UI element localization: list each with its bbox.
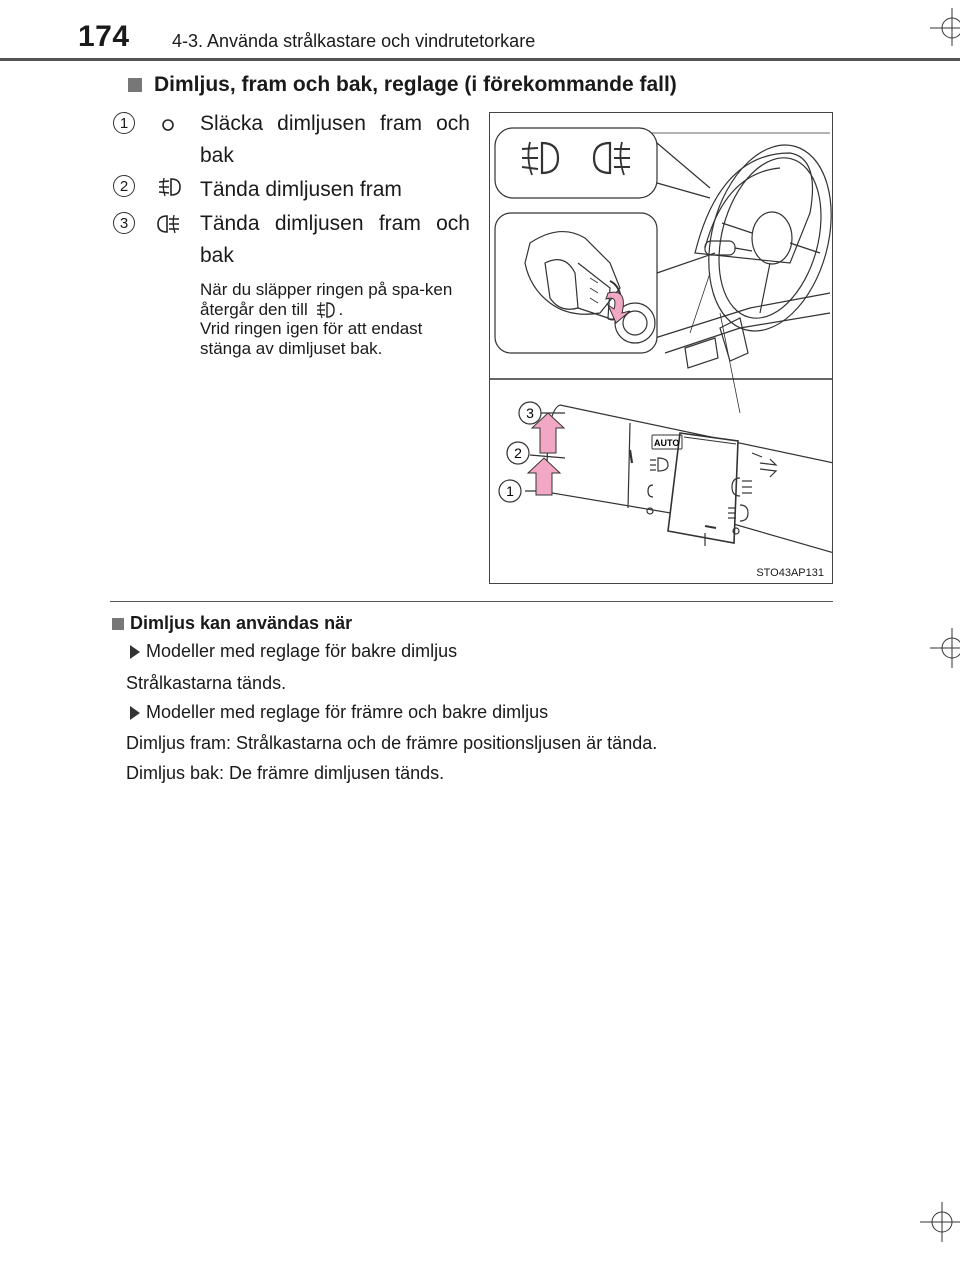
svg-text:3: 3 bbox=[526, 405, 534, 421]
section-title-text: Dimljus, fram och bak, reglage (i förekommande fall) bbox=[154, 73, 677, 96]
svg-text:1: 1 bbox=[506, 483, 514, 499]
step-number-3: 3 bbox=[113, 212, 135, 234]
running-head: 4-3. Använda strålkastare och vindrutetorkare bbox=[172, 31, 536, 51]
model-heading-2 bbox=[130, 702, 548, 723]
crop-mark-mid-right bbox=[930, 628, 960, 668]
figure-callout-1 bbox=[499, 480, 521, 502]
step-number-1: 1 bbox=[113, 112, 135, 134]
section-title bbox=[128, 73, 677, 97]
figure-callout-2 bbox=[507, 442, 529, 464]
fog-off-symbol-icon bbox=[160, 117, 176, 133]
body-text-3: Dimljus bak: De främre dimljusen tänds. bbox=[126, 763, 445, 783]
header-rule bbox=[0, 58, 960, 61]
model-heading-2-text: Modeller med reglage för främre och bakre dimljus bbox=[146, 702, 549, 722]
step-text-1: Släcka dimljusen fram och bak bbox=[200, 112, 470, 167]
step-number-2: 2 bbox=[113, 175, 135, 197]
illustration-drawing bbox=[490, 113, 833, 584]
crop-mark-bottom-right bbox=[920, 1202, 960, 1263]
note-text-1: När du släpper ringen på spa-ken återgår den till bbox=[200, 280, 453, 319]
triangle-bullet-icon bbox=[130, 645, 140, 659]
square-bullet-icon bbox=[112, 618, 124, 630]
rear-fog-light-icon bbox=[156, 213, 182, 235]
model-heading-1 bbox=[130, 641, 457, 662]
note-text-2: . bbox=[338, 299, 344, 319]
step-text-3: Tända dimljusen fram och bak bbox=[200, 212, 470, 267]
svg-text:2: 2 bbox=[514, 445, 522, 461]
figure-code: STO43AP131 bbox=[756, 567, 824, 579]
step-text-2: Tända dimljusen fram bbox=[200, 178, 402, 201]
front-fog-light-icon bbox=[156, 176, 182, 198]
crop-mark-top-right bbox=[930, 6, 960, 46]
square-bullet-icon bbox=[128, 78, 142, 92]
subsection-title bbox=[112, 613, 352, 634]
auto-label: AUTO bbox=[654, 438, 680, 448]
note-text-3: Vrid ringen igen för att endast stänga av dimljuset bak. bbox=[200, 319, 423, 358]
subsection-title-text: Dimljus kan användas när bbox=[130, 613, 353, 633]
model-heading-1-text: Modeller med reglage för bakre dimljus bbox=[146, 641, 458, 661]
release-note bbox=[200, 280, 472, 358]
triangle-bullet-icon bbox=[130, 706, 140, 720]
section-divider bbox=[110, 601, 833, 602]
page-number: 174 bbox=[78, 20, 130, 53]
illustration-fog-light-switch bbox=[489, 112, 833, 584]
figure-callout-3 bbox=[519, 402, 541, 424]
body-text-2: Dimljus fram: Strålkastarna och de främre positionsljusen är tända. bbox=[126, 733, 658, 753]
body-text-1: Strålkastarna tänds. bbox=[126, 673, 287, 693]
front-fog-light-inline-icon bbox=[314, 301, 336, 319]
